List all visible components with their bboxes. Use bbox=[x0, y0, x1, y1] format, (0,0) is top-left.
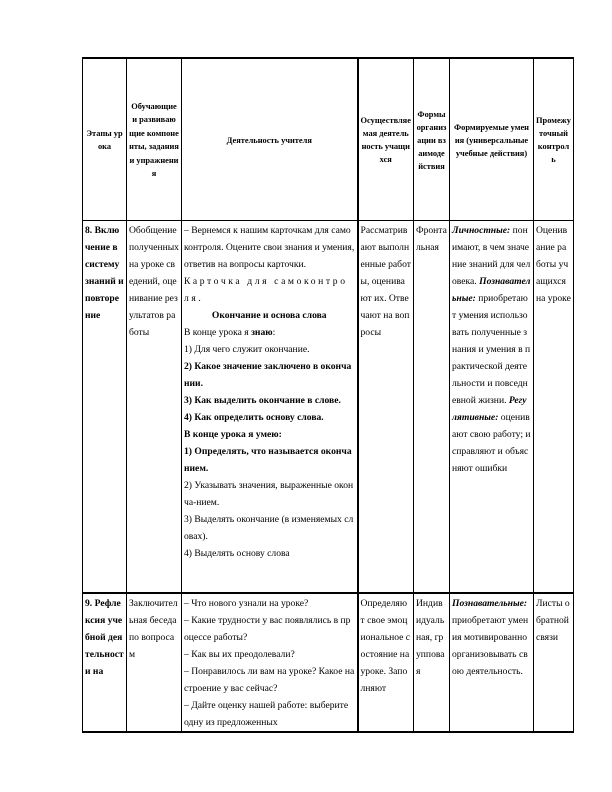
can-item: 2) Указывать значения, выраженные оконча-нием. bbox=[184, 480, 354, 508]
stage-cell: 8. Включение в систему знаний и повторение bbox=[83, 221, 127, 594]
skill-text: приобретают умения использовать полученные знания и умения в практической деятельности и повседневной жизни. bbox=[452, 293, 531, 406]
skills-cell bbox=[450, 593, 534, 732]
skill-text: приобретают умения мотивированно организовывать свою деятельность. bbox=[452, 615, 529, 677]
table-row bbox=[83, 593, 574, 732]
card-title: Окончание и основа слова bbox=[211, 310, 327, 321]
question-item: – Что нового узнали на уроке? bbox=[184, 598, 309, 609]
skill-label: Познавательные: bbox=[452, 276, 531, 304]
table-header-row bbox=[83, 58, 574, 221]
card-label: Карточка для самоконтроля. bbox=[184, 276, 348, 304]
question-item: – Как вы их преодолевали? bbox=[184, 649, 295, 660]
control-cell: Оценивание работы учащихся на уроке bbox=[534, 221, 574, 594]
teacher-activity-cell bbox=[182, 593, 358, 732]
stage-cell: 9. Рефлексия учебной деятельности на bbox=[83, 593, 127, 732]
interaction-forms-cell: Фронтальная bbox=[414, 221, 450, 594]
header-control: Промежуточный контроль bbox=[534, 58, 574, 221]
skill-text: понимают, в чем значение знаний для человека. bbox=[452, 225, 531, 287]
question-item: – Какие трудности у вас появлялись в процессе работы? bbox=[184, 615, 351, 643]
header-student-activity: Осуществляемая деятельность учащихся bbox=[358, 58, 414, 221]
table-row bbox=[83, 221, 574, 594]
student-activity-cell: Определяют свое эмоциональное состояние на уроке. Заполняют bbox=[358, 593, 414, 732]
know-heading-prefix: В конце урока я bbox=[184, 327, 252, 338]
student-activity-cell: Рассматривают выполненные работы, оценивают их. Отвечают на вопросы bbox=[358, 221, 414, 594]
skill-label: Познавательные: bbox=[452, 598, 528, 609]
teacher-intro: – Вернемся к нашим карточкам для самоконтроля. Оцените свои знания и умения, ответив на вопросы карточки. bbox=[184, 225, 355, 270]
skills-cell bbox=[450, 221, 534, 594]
lesson-plan-table bbox=[82, 57, 574, 733]
know-item: 4) Как определить основу слова. bbox=[184, 412, 324, 423]
header-skills: Формируемые умения (универсальные учебные действия) bbox=[450, 58, 534, 221]
can-item: 4) Выделять основу слова bbox=[184, 548, 290, 559]
question-item: – Дайте оценку нашей работе: выберите одну из предложенных bbox=[184, 700, 349, 728]
components-cell: Заключительная беседа по вопросам bbox=[127, 593, 182, 732]
know-item: 1) Для чего служит окончание. bbox=[184, 344, 310, 355]
can-item: 3) Выделять окончание (в изменяемых словах). bbox=[184, 514, 354, 542]
header-interaction-forms: Формы организации взаимодействия bbox=[414, 58, 450, 221]
header-teacher-activity: Деятельность учителя bbox=[182, 58, 358, 221]
components-cell: Обобщение полученных на уроке сведений, оценивание результатов работы bbox=[127, 221, 182, 594]
interaction-forms-cell: Индивидуальная, групповая bbox=[414, 593, 450, 732]
know-item: 2) Какое значение заключено в окончании. bbox=[184, 361, 352, 389]
skill-text: оценивают свою работу; исправляют и объясняют ошибки bbox=[452, 412, 531, 474]
can-item: 1) Определять, что называется окончанием. bbox=[184, 446, 352, 474]
question-item: – Понравилось ли вам на уроке? Какое настроение у вас сейчас? bbox=[184, 666, 355, 694]
know-heading bbox=[184, 324, 355, 341]
header-components: Обучающие и развивающие компоненты, задания и упражнения bbox=[127, 58, 182, 221]
skill-label: Личностные: bbox=[452, 225, 511, 236]
skill-label: Регулятивные: bbox=[452, 395, 527, 423]
control-cell: Листы обратной связи bbox=[534, 593, 574, 732]
can-heading: В конце урока я умею: bbox=[184, 429, 282, 440]
teacher-activity-cell bbox=[182, 221, 358, 594]
header-stage: Этапы урока bbox=[83, 58, 127, 221]
know-heading-suffix: : bbox=[272, 327, 276, 338]
know-item: 3) Как выделить окончание в слове. bbox=[184, 395, 341, 406]
know-word: знаю bbox=[251, 327, 273, 338]
